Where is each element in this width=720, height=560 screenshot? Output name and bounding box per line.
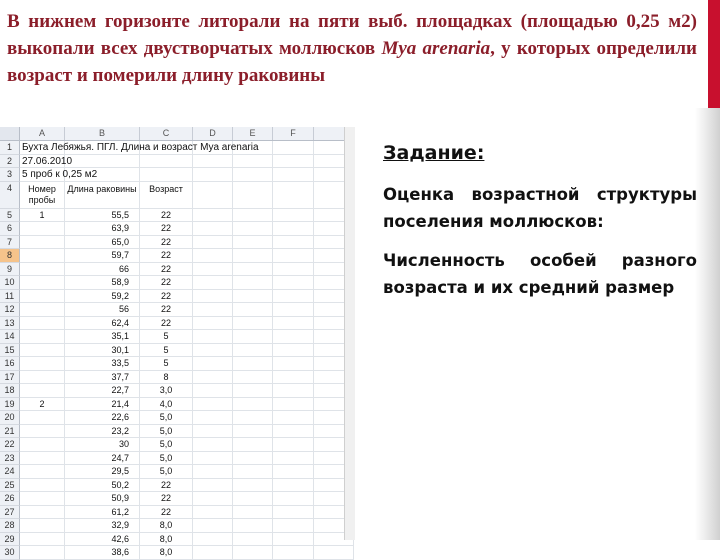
sheet-date-row [0, 155, 354, 169]
heading-text-end: , у которых определили возраст и померили длину раковины [7, 38, 697, 86]
cell[interactable] [273, 249, 314, 263]
table-row [0, 452, 354, 466]
age-cell[interactable]: 22 [140, 303, 193, 317]
cell[interactable] [193, 479, 233, 493]
sample-cell[interactable]: 1 [20, 209, 65, 223]
task-paragraph-2: Численность особей разного возраста и их средний размер [383, 251, 697, 297]
age-cell[interactable]: 5,0 [140, 425, 193, 439]
cell[interactable] [273, 425, 314, 439]
cell[interactable] [273, 330, 314, 344]
table-row [0, 425, 354, 439]
age-cell[interactable]: 22 [140, 290, 193, 304]
length-cell[interactable]: 42,6 [65, 533, 140, 547]
shell-length-header[interactable]: Длина раковины [65, 182, 140, 209]
length-cell[interactable]: 30 [65, 438, 140, 452]
cell[interactable] [193, 371, 233, 385]
cell[interactable] [273, 546, 314, 560]
cell[interactable] [273, 303, 314, 317]
select-all-corner[interactable] [0, 127, 20, 140]
cell[interactable] [233, 182, 273, 209]
cell[interactable] [65, 155, 140, 169]
cell[interactable] [273, 155, 314, 169]
length-cell[interactable]: 21,4 [65, 398, 140, 412]
cell[interactable] [233, 209, 273, 223]
length-cell[interactable]: 37,7 [65, 371, 140, 385]
table-row [0, 236, 354, 250]
table-row [0, 209, 354, 223]
length-cell[interactable]: 55,5 [65, 209, 140, 223]
row-header[interactable]: 27 [0, 506, 20, 520]
row-header[interactable]: 7 [0, 236, 20, 250]
length-cell[interactable]: 59,2 [65, 290, 140, 304]
cell[interactable] [140, 168, 193, 182]
row-header[interactable]: 18 [0, 384, 20, 398]
table-row [0, 222, 354, 236]
row-header[interactable]: 2 [0, 155, 20, 169]
length-cell[interactable]: 22,6 [65, 411, 140, 425]
cell[interactable] [193, 533, 233, 547]
cell[interactable] [193, 357, 233, 371]
cell[interactable] [193, 546, 233, 560]
cell[interactable] [273, 465, 314, 479]
table-row [0, 276, 354, 290]
age-cell[interactable]: 5,0 [140, 411, 193, 425]
sample-cell[interactable] [20, 411, 65, 425]
task-panel [383, 140, 697, 313]
table-row [0, 479, 354, 493]
age-cell[interactable]: 3,0 [140, 384, 193, 398]
cell[interactable] [273, 290, 314, 304]
cell[interactable] [273, 263, 314, 277]
table-row [0, 438, 354, 452]
cell[interactable] [233, 344, 273, 358]
table-row [0, 317, 354, 331]
age-cell[interactable]: 4,0 [140, 398, 193, 412]
cell[interactable] [233, 519, 273, 533]
table-row [0, 506, 354, 520]
cell[interactable] [233, 290, 273, 304]
cell[interactable] [273, 519, 314, 533]
heading-text-start: В нижнем горизонте литорали на пяти выб. площадках (площадью 0,25 м2) выкопали всех двустворчатых моллюсков [7, 11, 697, 59]
sample-cell[interactable] [20, 425, 65, 439]
cell[interactable] [233, 168, 273, 182]
cell[interactable] [273, 411, 314, 425]
cell[interactable] [233, 330, 273, 344]
table-row [0, 533, 354, 547]
row-header[interactable]: 24 [0, 465, 20, 479]
cell[interactable] [193, 519, 233, 533]
cell[interactable] [233, 249, 273, 263]
sheet-rows [0, 141, 354, 560]
age-cell[interactable]: 22 [140, 506, 193, 520]
cell[interactable] [233, 479, 273, 493]
cell[interactable] [193, 263, 233, 277]
row-header[interactable]: 11 [0, 290, 20, 304]
table-row [0, 263, 354, 277]
age-cell[interactable]: 5 [140, 330, 193, 344]
length-cell[interactable]: 32,9 [65, 519, 140, 533]
table-row [0, 330, 354, 344]
sample-number-header[interactable]: Номер пробы [20, 182, 65, 209]
row-header[interactable]: 15 [0, 344, 20, 358]
cell[interactable] [193, 398, 233, 412]
age-cell[interactable]: 22 [140, 317, 193, 331]
accent-bar [708, 0, 720, 108]
length-cell[interactable]: 23,2 [65, 425, 140, 439]
cell[interactable] [273, 492, 314, 506]
sheet-title-row [0, 141, 354, 155]
row-header[interactable]: 25 [0, 479, 20, 493]
age-header[interactable]: Возраст [140, 182, 193, 209]
cell[interactable] [273, 398, 314, 412]
sample-cell[interactable]: 2 [20, 398, 65, 412]
row-header[interactable]: 23 [0, 452, 20, 466]
table-row [0, 303, 354, 317]
row-header[interactable]: 1 [0, 141, 20, 155]
cell[interactable] [140, 155, 193, 169]
sample-cell[interactable] [20, 249, 65, 263]
cell[interactable] [193, 236, 233, 250]
sample-cell[interactable] [20, 263, 65, 277]
cell[interactable] [193, 492, 233, 506]
cell[interactable] [233, 303, 273, 317]
row-header[interactable]: 16 [0, 357, 20, 371]
table-row [0, 411, 354, 425]
cell[interactable] [193, 249, 233, 263]
sample-cell[interactable] [20, 465, 65, 479]
row-header[interactable]: 10 [0, 276, 20, 290]
length-cell[interactable]: 50,2 [65, 479, 140, 493]
table-row [0, 492, 354, 506]
cell[interactable] [233, 263, 273, 277]
age-cell[interactable]: 22 [140, 236, 193, 250]
age-cell[interactable]: 5 [140, 344, 193, 358]
table-row [0, 519, 354, 533]
length-cell[interactable]: 38,6 [65, 546, 140, 560]
row-header[interactable]: 26 [0, 492, 20, 506]
row-header[interactable]: 8 [0, 249, 20, 263]
sample-cell[interactable] [20, 276, 65, 290]
length-cell[interactable]: 30,1 [65, 344, 140, 358]
row-header[interactable]: 29 [0, 533, 20, 547]
cell[interactable] [233, 452, 273, 466]
cell[interactable] [193, 209, 233, 223]
sample-cell[interactable] [20, 384, 65, 398]
age-cell[interactable]: 22 [140, 249, 193, 263]
length-cell[interactable]: 65,0 [65, 236, 140, 250]
row-header[interactable]: 5 [0, 209, 20, 223]
length-cell[interactable]: 58,9 [65, 276, 140, 290]
age-cell[interactable]: 22 [140, 209, 193, 223]
cell[interactable] [273, 384, 314, 398]
age-cell[interactable]: 5,0 [140, 452, 193, 466]
cell[interactable] [233, 492, 273, 506]
cell[interactable] [273, 276, 314, 290]
length-cell[interactable]: 66 [65, 263, 140, 277]
cell[interactable] [233, 222, 273, 236]
sample-cell[interactable] [20, 452, 65, 466]
sample-cell[interactable] [20, 330, 65, 344]
row-header[interactable]: 17 [0, 371, 20, 385]
length-cell[interactable]: 61,2 [65, 506, 140, 520]
sample-cell[interactable] [20, 519, 65, 533]
cell[interactable] [273, 344, 314, 358]
cell[interactable] [233, 546, 273, 560]
age-cell[interactable]: 22 [140, 479, 193, 493]
table-row [0, 357, 354, 371]
length-cell[interactable]: 35,1 [65, 330, 140, 344]
cell[interactable] [193, 384, 233, 398]
cell[interactable] [233, 506, 273, 520]
row-header[interactable]: 13 [0, 317, 20, 331]
age-cell[interactable]: 22 [140, 222, 193, 236]
row-header[interactable]: 21 [0, 425, 20, 439]
cell[interactable] [273, 479, 314, 493]
cell[interactable] [193, 290, 233, 304]
row-header[interactable]: 30 [0, 546, 20, 560]
column-header-f[interactable]: F [273, 127, 314, 140]
sample-cell[interactable] [20, 479, 65, 493]
cell[interactable] [233, 155, 273, 169]
sample-cell[interactable] [20, 317, 65, 331]
age-cell[interactable]: 5 [140, 357, 193, 371]
task-title: Задание: [383, 142, 485, 164]
cell[interactable] [233, 411, 273, 425]
length-cell[interactable]: 50,9 [65, 492, 140, 506]
age-cell[interactable]: 22 [140, 492, 193, 506]
cell[interactable] [233, 276, 273, 290]
length-cell[interactable]: 29,5 [65, 465, 140, 479]
table-row [0, 344, 354, 358]
sample-cell[interactable] [20, 303, 65, 317]
table-row [0, 371, 354, 385]
sample-cell[interactable] [20, 492, 65, 506]
length-cell[interactable]: 24,7 [65, 452, 140, 466]
table-row [0, 465, 354, 479]
table-row [0, 290, 354, 304]
sample-cell[interactable] [20, 357, 65, 371]
cell[interactable] [193, 303, 233, 317]
sample-cell[interactable] [20, 438, 65, 452]
length-cell[interactable]: 63,9 [65, 222, 140, 236]
cell[interactable] [193, 506, 233, 520]
task-paragraph-1: Оценка возрастной структуры поселения моллюсков: [383, 185, 697, 231]
spreadsheet-screenshot [0, 127, 354, 557]
sample-cell[interactable] [20, 344, 65, 358]
column-header-a[interactable]: A [20, 127, 65, 140]
row-header[interactable]: 28 [0, 519, 20, 533]
sample-cell[interactable] [20, 546, 65, 560]
age-cell[interactable]: 8 [140, 371, 193, 385]
cell[interactable] [193, 438, 233, 452]
age-cell[interactable]: 8,0 [140, 533, 193, 547]
sample-cell[interactable] [20, 236, 65, 250]
column-header-e[interactable]: E [233, 127, 273, 140]
row-header[interactable]: 3 [0, 168, 20, 182]
cell[interactable] [273, 371, 314, 385]
age-cell[interactable]: 5,0 [140, 438, 193, 452]
cell[interactable] [233, 236, 273, 250]
table-row [0, 398, 354, 412]
age-cell[interactable]: 8,0 [140, 546, 193, 560]
sheet-title-text: Бухта Лебяжья. ПГЛ. Длина и возраст Mya arenaria [22, 142, 259, 153]
sample-cell[interactable] [20, 290, 65, 304]
column-header-b[interactable]: B [65, 127, 140, 140]
sheet-edge-strip [344, 127, 355, 540]
cell[interactable] [273, 236, 314, 250]
cell[interactable] [233, 384, 273, 398]
cell[interactable] [193, 465, 233, 479]
cell[interactable] [233, 398, 273, 412]
cell[interactable] [273, 182, 314, 209]
column-header-c[interactable]: C [140, 127, 193, 140]
age-cell[interactable]: 22 [140, 276, 193, 290]
cell[interactable] [273, 209, 314, 223]
cell[interactable] [193, 155, 233, 169]
cell[interactable] [273, 141, 314, 155]
cell[interactable] [273, 317, 314, 331]
cell[interactable] [193, 411, 233, 425]
cell[interactable] [314, 546, 354, 560]
sheet-plots-text: 5 проб к 0,25 м2 [22, 169, 98, 180]
cell[interactable] [233, 465, 273, 479]
cell[interactable] [193, 344, 233, 358]
cell[interactable] [193, 182, 233, 209]
cell[interactable] [193, 452, 233, 466]
age-cell[interactable]: 8,0 [140, 519, 193, 533]
cell[interactable] [233, 425, 273, 439]
cell[interactable] [273, 168, 314, 182]
length-cell[interactable]: 62,4 [65, 317, 140, 331]
row-header[interactable]: 6 [0, 222, 20, 236]
age-cell[interactable]: 22 [140, 263, 193, 277]
slide-edge-shadow [695, 108, 720, 540]
length-cell[interactable]: 22,7 [65, 384, 140, 398]
sample-cell[interactable] [20, 506, 65, 520]
cell[interactable] [273, 533, 314, 547]
table-row [0, 384, 354, 398]
cell[interactable] [273, 438, 314, 452]
cell[interactable] [233, 317, 273, 331]
table-row [0, 546, 354, 560]
row-header[interactable]: 9 [0, 263, 20, 277]
sheet-plots-row [0, 168, 354, 182]
sample-cell[interactable] [20, 533, 65, 547]
cell[interactable] [233, 371, 273, 385]
cell[interactable] [273, 452, 314, 466]
cell[interactable] [193, 222, 233, 236]
table-row [0, 249, 354, 263]
row-header[interactable]: 4 [0, 182, 20, 209]
cell[interactable] [193, 168, 233, 182]
age-cell[interactable]: 5,0 [140, 465, 193, 479]
row-header[interactable]: 22 [0, 438, 20, 452]
row-header[interactable]: 19 [0, 398, 20, 412]
cell[interactable] [273, 357, 314, 371]
cell[interactable] [273, 222, 314, 236]
cell[interactable] [233, 357, 273, 371]
cell[interactable] [273, 506, 314, 520]
row-header[interactable]: 20 [0, 411, 20, 425]
length-cell[interactable]: 56 [65, 303, 140, 317]
cell[interactable] [193, 276, 233, 290]
heading-species-name: Mya arenaria [381, 38, 491, 59]
column-header-row [0, 127, 354, 141]
cell[interactable] [193, 330, 233, 344]
cell[interactable] [233, 438, 273, 452]
sheet-date-text: 27.06.2010 [22, 155, 73, 167]
data-rows [0, 209, 354, 560]
cell[interactable] [193, 317, 233, 331]
row-header[interactable]: 14 [0, 330, 20, 344]
length-cell[interactable]: 59,7 [65, 249, 140, 263]
row-header[interactable]: 12 [0, 303, 20, 317]
slide-heading [7, 8, 697, 89]
sample-cell[interactable] [20, 371, 65, 385]
column-labels-row [0, 182, 354, 209]
cell[interactable] [193, 425, 233, 439]
column-header-d[interactable]: D [193, 127, 233, 140]
length-cell[interactable]: 33,5 [65, 357, 140, 371]
sample-cell[interactable] [20, 222, 65, 236]
cell[interactable] [233, 533, 273, 547]
